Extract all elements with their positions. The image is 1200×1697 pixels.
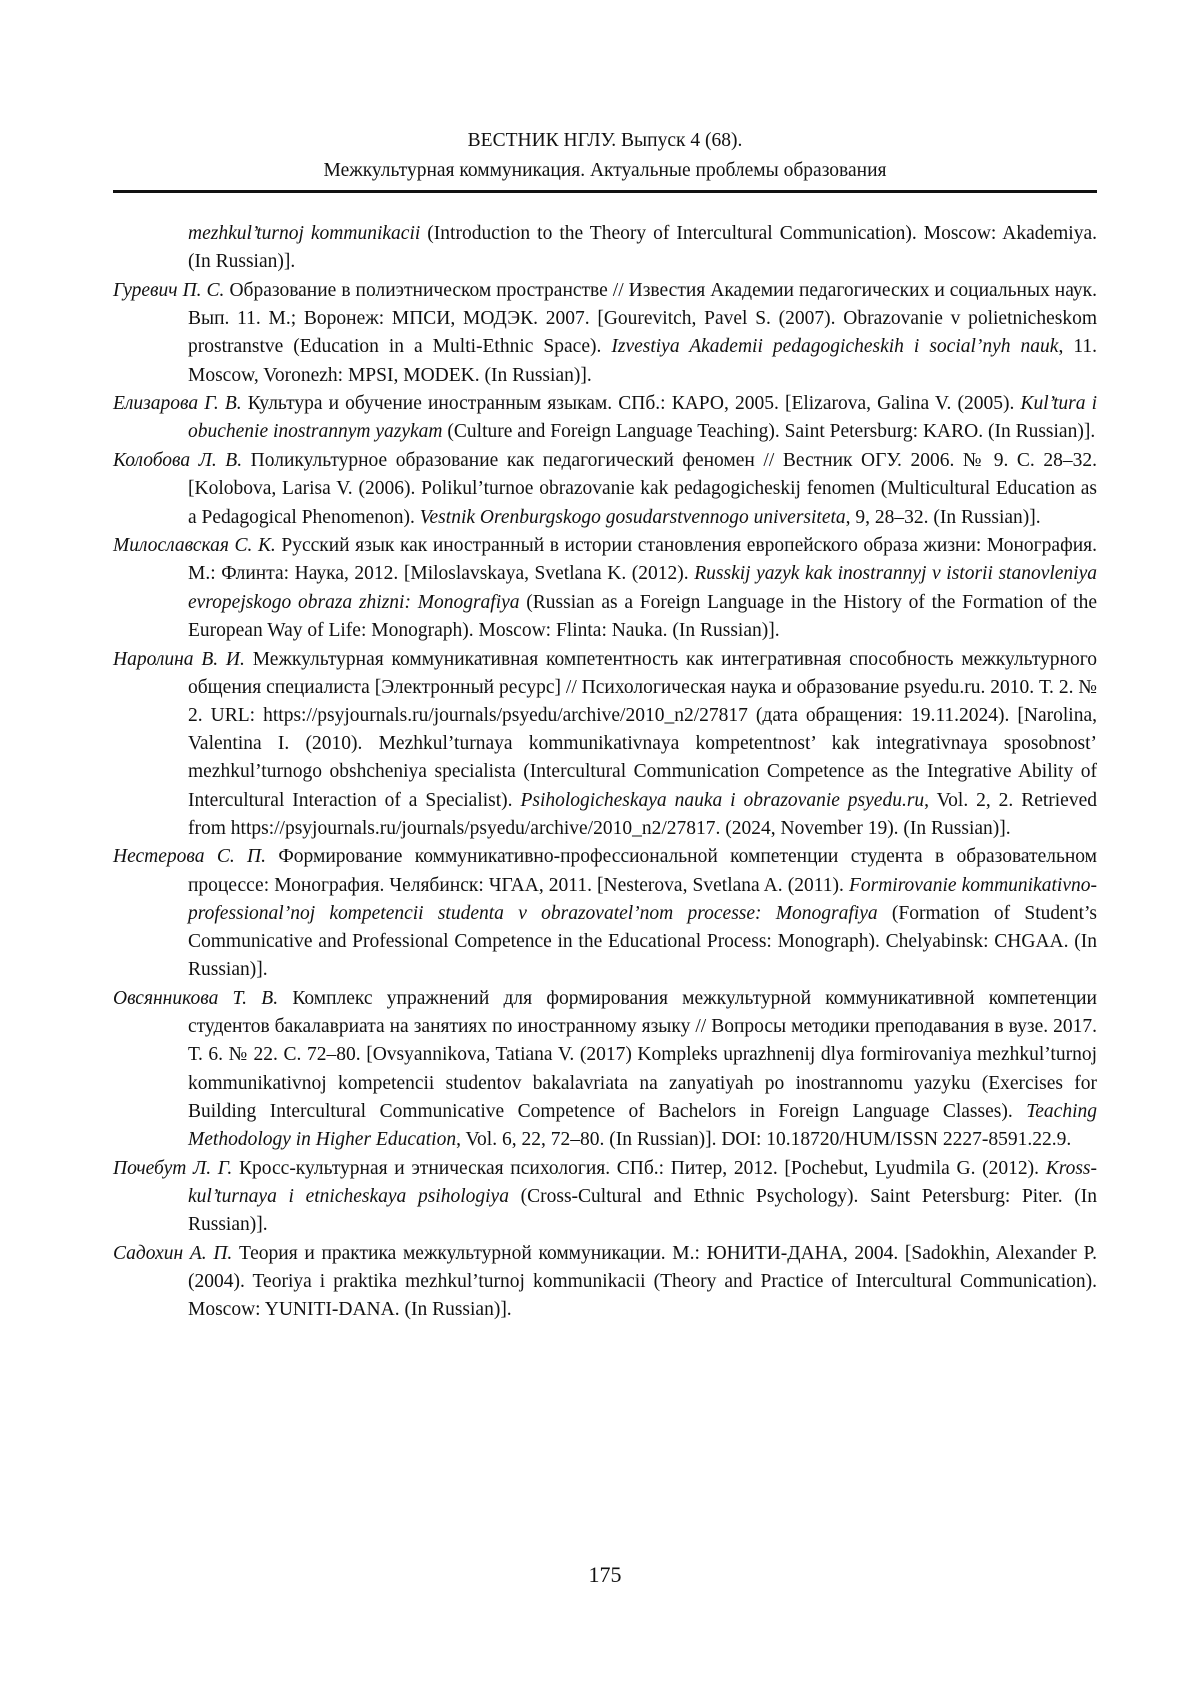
reference-author: Нестерова С. П. [113, 846, 267, 868]
reference-list [113, 220, 1097, 1324]
reference-text: (Formation of Student’s Communicative and Professional Competence in the Educational Process: Monograph). Chelyabinsk: CHGAA. (In Russian)]. [188, 902, 1097, 981]
header-rule [113, 190, 1097, 193]
running-header [113, 126, 1097, 186]
reference-entry [113, 447, 1097, 532]
reference-title-italic: Teaching Methodology in Higher Education [188, 1100, 1097, 1150]
reference-title-italic: Formirovanie kommunikativno-professional’noj kompetencii studenta v obrazovatel’nom processe: Monografiya [188, 874, 1097, 924]
reference-entry [113, 277, 1097, 390]
reference-entry [113, 390, 1097, 446]
reference-text: Поликультурное образование как педагогический феномен // Вестник ОГУ. 2006. № 9. С. 28–32. [Kolobova, Larisa V. (2006). Polikul’turnoe obrazovanie kak pedagogicheskij fenomen (Multicultural Education as a Pedagogical Phenomenon). [188, 450, 1097, 528]
reference-title-italic: Kross-kul’turnaya i etnicheskaya psihologiya [188, 1157, 1098, 1207]
reference-text: , Vol. 2, 2. Retrieved from https://psyjournals.ru/journals/psyedu/archive/2010_n2/27817. (2024, November 19). (In Russian)]. [188, 789, 1097, 839]
journal-title: ВЕСТНИК НГЛУ. Выпуск 4 (68). [467, 130, 743, 151]
reference-author: Овсянникова Т. В. [113, 987, 279, 1009]
reference-entry [113, 646, 1097, 843]
reference-text: (Culture and Foreign Language Teaching). Saint Petersburg: KARO. (In Russian)]. [442, 421, 1096, 443]
reference-title-italic: mezhkul’turnoj kommunikacii [188, 223, 421, 244]
reference-entry [113, 843, 1097, 984]
reference-entry [113, 985, 1097, 1154]
reference-text: , Vol. 6, 22, 72–80. (In Russian)]. DOI: 10.18720/HUM/ISSN 2227-8591.22.9. [456, 1129, 1072, 1150]
reference-text: (Introduction to the Theory of Intercultural Communication). Moscow: Akademiya. (In Russian)]. [188, 223, 1097, 273]
reference-entry [113, 220, 1097, 276]
reference-text: , 11. Moscow, Voronezh: MPSI, MODEK. (In Russian)]. [188, 336, 1097, 386]
reference-text: Образование в полиэтническом пространстве // Известия Академии педагогических и социальных наук. Вып. 11. М.; Воронеж: МПСИ, МОДЭК. 2007. [Gourevitch, Pavel S. (2007). Obrazovanie v polietnicheskom prostranstve (Education in a Multi-Ethnic Space). [188, 279, 1097, 358]
reference-text: Межкультурная коммуникативная компетентность как интегративная способность межкультурного общения специалиста [Электронный ресурс] // Психологическая наука и образование psyedu.ru. 2010. Т. 2. № 2. URL: https://psyjournals.ru/journals/psyedu/archive/2010_n2/27817 (дата обращения: 19.11.2024). [Narolina, Valentina I. (2010). Mezhkul’turnaya kommunikativnaya kompetentnost’ kak integrativnaya sposobnost’ mezhkul’turnogo obshcheniya specialista (Intercultural Communication Competence as the Integrative Ability of Intercultural Interaction of a Specialist). [188, 648, 1097, 811]
reference-text: Теория и практика межкультурной коммуникации. М.: ЮНИТИ-ДАНА, 2004. [Sadokhin, Alexander P. (2004). Teoriya i praktika mezhkul’turnoj kommunikacii (Theory and Practice of Intercultural Communication). Moscow: YUNITI-DANA. (In Russian)]. [188, 1242, 1098, 1321]
reference-author: Садохин А. П. [113, 1242, 233, 1264]
reference-text: , 9, 28–32. (In Russian)]. [845, 506, 1041, 528]
reference-title-italic: Psihologicheskaya nauka i obrazovanie psyedu.ru [520, 789, 925, 811]
reference-title-italic: Izvestiya Akademii pedagogicheskih i social’nyh nauk [611, 336, 1059, 358]
reference-text: Русский язык как иностранный в истории становления европейского образа жизни: Монография. М.: Флинта: Наука, 2012. [Miloslavskaya, Svetlana K. (2012). [188, 535, 1097, 585]
reference-title-italic: Russkij yazyk kak inostrannyj v istorii stanovleniya evropejskogo obraza zhizni: Monografiya [188, 563, 1098, 613]
reference-author: Наролина В. И. [113, 648, 245, 670]
reference-text: Культура и обучение иностранным языкам. СПб.: КАРО, 2005. [Elizarova, Galina V. (2005). [241, 393, 1021, 415]
reference-text: Кросс-культурная и этническая психология. СПб.: Питер, 2012. [Pochebut, Lyudmila G. (2012). [232, 1157, 1046, 1179]
reference-entry [113, 1240, 1097, 1325]
reference-entry [113, 532, 1097, 645]
reference-text: Комплекс упражнений для формирования межкультурной коммуникативной компетенции студентов бакалавриата на занятиях по иностранному языку // Вопросы методики преподавания в вузе. 2017. Т. 6. № 22. С. 72–80. [Ovsyannikova, Tatiana V. (2017) Kompleks uprazhnenij dlya formirovaniya mezhkul’turnoj kommunikativnoj kompetencii studentov bakalavriata na zanyatiyah po inostrannomu yazyku (Exercises for Building Intercultural Communicative Competence of Bachelors in Foreign Language Classes). [188, 987, 1097, 1122]
journal-subtitle: Межкультурная коммуникация. Актуальные проблемы образования [323, 160, 887, 181]
reference-author: Почебут Л. Г. [113, 1157, 233, 1179]
reference-title-italic: Kul’tura i obuchenie inostrannym yazykam [188, 393, 1098, 443]
reference-entry [113, 1155, 1097, 1240]
reference-author: Елизарова Г. В. [113, 393, 242, 415]
reference-author: Колобова Л. В. [113, 450, 243, 472]
reference-text: (Cross-Cultural and Ethnic Psychology). Saint Petersburg: Piter. (In Russian)]. [188, 1185, 1097, 1236]
reference-author: Милославская С. К. [113, 535, 276, 557]
page-number: 175 [588, 1562, 622, 1587]
reference-text: Формирование коммуникативно-профессиональной компетенции студента в образовательном процессе: Монография. Челябинск: ЧГАА, 2011. [Nesterova, Svetlana A. (2011). [188, 846, 1097, 896]
reference-title-italic: Vestnik Orenburgskogo gosudarstvennogo universiteta [419, 506, 846, 528]
reference-text: (Russian as a Foreign Language in the History of the Formation of the European Way of Life: Monograph). Moscow: Flinta: Nauka. (In Russian)]. [188, 591, 1098, 641]
reference-author: Гуревич П. С. [113, 279, 225, 301]
